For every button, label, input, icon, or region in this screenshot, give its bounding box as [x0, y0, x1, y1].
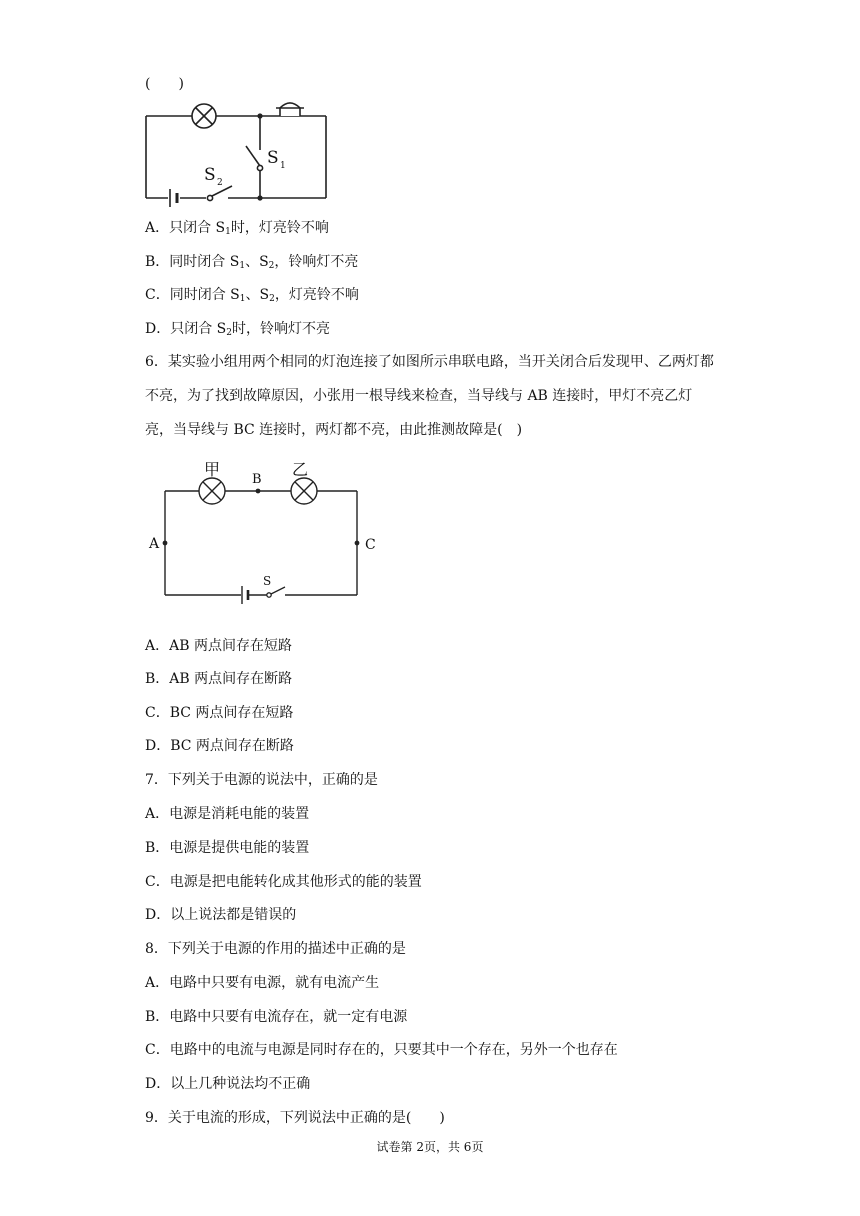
q9-stem: 9．关于电流的形成，下列说法中正确的是( ): [145, 1110, 445, 1126]
point-a-label: A: [149, 536, 160, 552]
s2-label-sub: 2: [217, 178, 223, 188]
battery-icon: [170, 189, 177, 207]
lamp-icon: [192, 104, 216, 128]
page-footer: 试卷第 2页，共 6页: [376, 1140, 484, 1154]
q8-option-c: C．电路中的电流与电源是同时存在的，只要其中一个存在，另外一个也存在: [145, 1042, 618, 1058]
point-b-label: B: [252, 472, 262, 487]
q7-option-d: D．以上说法都是错误的: [145, 907, 297, 923]
q8-option-b: B．电路中只要有电流存在，就一定有电源: [145, 1009, 408, 1025]
q7-option-c: C．电源是把电能转化成其他形式的能的装置: [145, 874, 422, 890]
lamp-yi-label: 乙: [292, 460, 309, 479]
q5-option-d: D．只闭合 $S_2$时，铃响灯不亮: [145, 321, 330, 338]
s2-label: S: [204, 165, 216, 185]
q6-stem: 6．某实验小组用两个相同的灯泡连接了如图所示串联电路，当开关闭合后发现甲、乙两灯都不亮，为了找到故障原因，小张用一根导线来检查，当导线与 AB 连接时，甲灯不亮乙灯亮，当导线与 BC 连接时，两灯都不亮，由此推测故障是( ): [145, 354, 714, 438]
q7-option-a: A．电源是消耗电能的装置: [145, 806, 310, 822]
switch-s-icon: [267, 587, 285, 597]
battery-icon: [242, 586, 248, 604]
s1-label-sub: 1: [280, 161, 286, 171]
lamp-jia-icon: [199, 478, 225, 504]
q6-option-c: C．BC 两点间存在短路: [145, 705, 294, 721]
s1-label: S: [267, 148, 279, 168]
q6-option-d: D．BC 两点间存在断路: [145, 738, 294, 754]
q5-answer-paren: ( ): [145, 76, 184, 92]
q5-option-c: C．同时闭合 $S_1$、$S_2$，灯亮铃不响: [145, 287, 359, 304]
q7-option-b: B．电源是提供电能的装置: [145, 840, 310, 856]
q6-circuit-diagram: [145, 455, 385, 605]
q8-option-a: A．电路中只要有电源，就有电流产生: [145, 975, 380, 991]
q5-option-b: B．同时闭合 $S_1$、$S_2$，铃响灯不亮: [145, 254, 359, 271]
q6-option-a: A．AB 两点间存在短路: [145, 638, 292, 654]
q8-option-d: D．以上几种说法均不正确: [145, 1076, 311, 1092]
q7-stem: 7．下列关于电源的说法中，正确的是: [145, 772, 378, 788]
q5-circuit-diagram: [140, 98, 340, 210]
switch-s-label: S: [263, 574, 272, 588]
bell-icon: [276, 103, 304, 116]
point-c-label: C: [365, 537, 376, 553]
q6-option-b: B．AB 两点间存在断路: [145, 671, 293, 687]
lamp-yi-icon: [291, 478, 317, 504]
q8-stem: 8．下列关于电源的作用的描述中正确的是: [145, 941, 406, 957]
lamp-jia-label: 甲: [204, 460, 221, 479]
q5-option-a: A．只闭合 $S_1$时，灯亮铃不响: [145, 220, 329, 237]
